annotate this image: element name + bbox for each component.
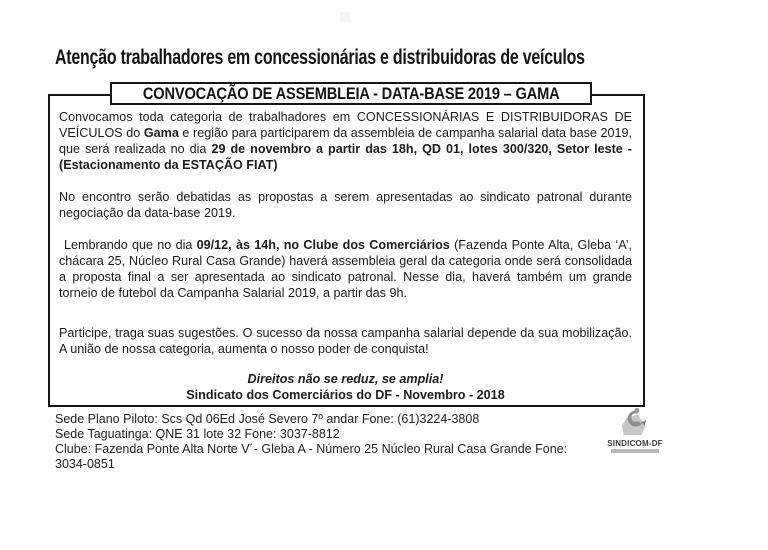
convocation-text-2: e região para participarem da assembleia de campanha salarial data base 2019, que será realizada no dia [59, 126, 632, 156]
convocation-bold-gama: Gama [143, 126, 179, 140]
notice-body-box [48, 94, 645, 407]
assembly-title-text: CONVOCAÇÃO DE ASSEMBLEIA - DATA-BASE 2019 – GAMA [142, 83, 560, 103]
footer-line-plano-piloto: Sede Plano Piloto: Scs Qd 06Ed José Severo 7º andar Fone: (61)3224-3808 [55, 412, 480, 426]
scan-artifact-dot [340, 12, 350, 22]
paragraph-convocation [59, 109, 632, 173]
reminder-text-2: (Fazenda Ponte Alta, Gleba ‘A’, chácara 25, Núcleo Rural Casa Grande) haverá assembleia geral da categoria onde será consolidada a proposta final a ser apresentada ao sindicato patronal. Nesse dia, haverá também um grande torneio de futebol da Campanha Salarial 2019, a partir das 9h. [59, 238, 632, 300]
footer-line-taguatinga: Sede Taguatinga: QNE 31 lote 32 Fone: 3037-8812 [55, 427, 340, 441]
signature-text: Sindicato dos Comerciários do DF - Novembro - 2018 [186, 388, 505, 402]
logo-fine-print-bar [611, 449, 659, 453]
union-emblem-icon [620, 406, 650, 438]
page-title-text: Atenção trabalhadores em concessionárias e distribuidoras de veículos [55, 46, 585, 69]
paragraph-reminder [59, 237, 632, 301]
assembly-title-box [110, 82, 592, 105]
sindicom-df-logo [602, 406, 668, 453]
paragraph-participation-call: Participe, traga suas sugestões. O sucesso da nossa campanha salarial depende da sua mobilização. A união de nossa categoria, aumenta o nosso poder de conquista! [59, 326, 632, 356]
slogan-text: Direitos não se reduz, se amplia! [247, 372, 444, 386]
reminder-bold-date-club: 09/12, às 14h, no Clube dos Comerciários [196, 238, 450, 252]
page-title [55, 45, 752, 70]
footer-line-clube: Clube: Fazenda Ponte Alta Norte V´- Gleba A - Número 25 Núcleo Rural Casa Grande Fone: 3034-0851 [55, 442, 568, 471]
logo-text: SINDICOM-DF [607, 439, 663, 448]
reminder-text-1: Lembrando que no dia [64, 238, 197, 252]
paragraph-meeting-topics: No encontro serão debatidas as propostas a serem apresentadas ao sindicato patronal durante negociação da data-base 2019. [59, 190, 632, 220]
convocation-text-1: Convocamos toda categoria de trabalhadores em CONCESSIONÁRIAS E DISTRIBUIDORAS DE VEÍCULOS do [59, 110, 632, 140]
convocation-bold-date-place: 29 de novembro a partir das 18h, QD 01, lotes 300/320, Setor leste - (Estacionamento da ESTAÇÃO FIAT) [59, 142, 632, 172]
footer-addresses [55, 412, 595, 472]
